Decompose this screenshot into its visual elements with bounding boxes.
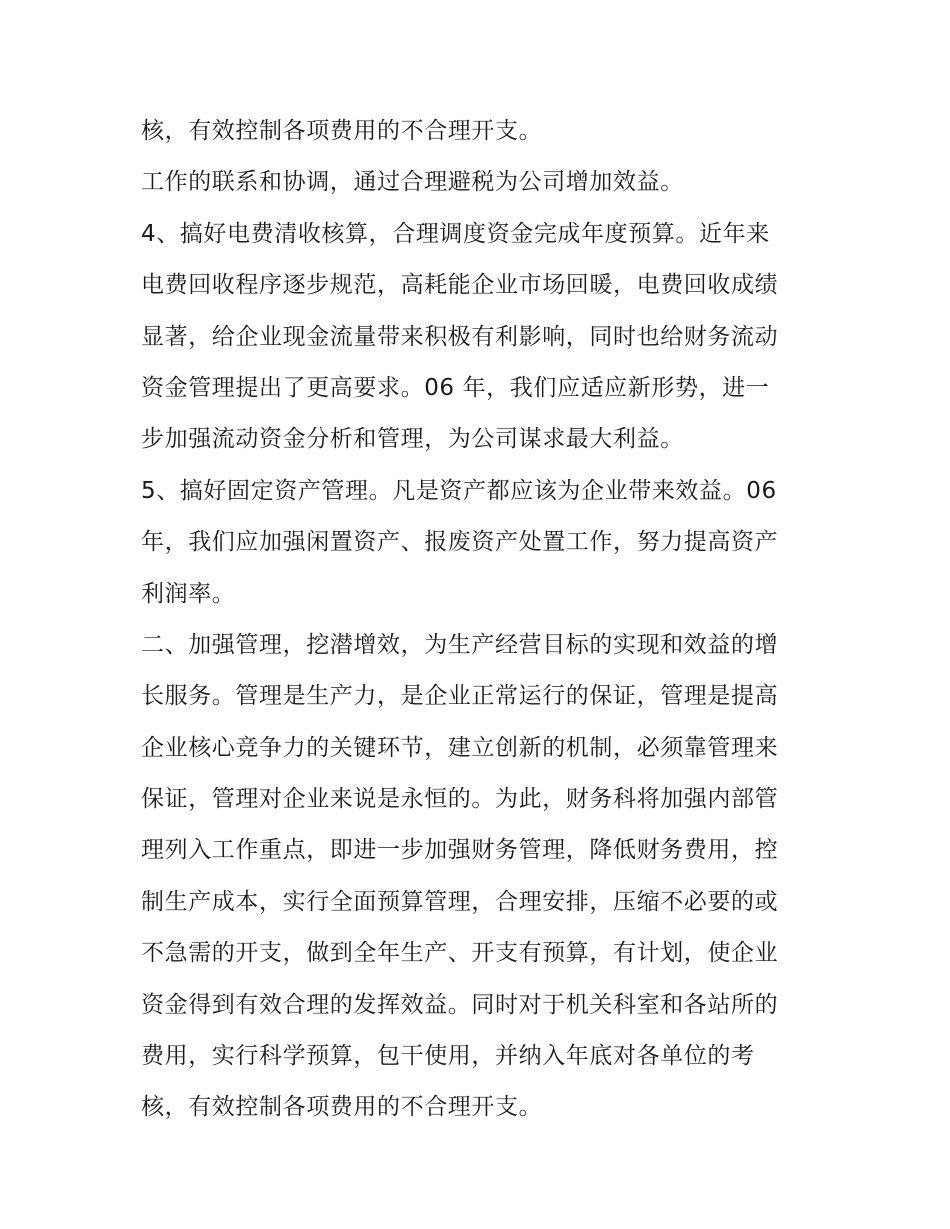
text-line: 资金管理提出了更高要求。06 年，我们应适应新形势，进一 <box>141 374 770 401</box>
text-line: 利润率。 <box>141 580 236 607</box>
document-body <box>141 106 831 1134</box>
text-line: 二、加强管理，挖潜增效，为生产经营目标的实现和效益的增 <box>141 631 779 658</box>
text-line: 核，有效控制各项费用的不合理开支。 <box>141 1094 543 1121</box>
text-line: 费用，实行科学预算，包干使用，并纳入年底对各单位的考 <box>141 1043 755 1070</box>
text-line: 资金得到有效合理的发挥效益。同时对于机关科室和各站所的 <box>141 991 779 1018</box>
text-line: 不急需的开支，做到全年生产、开支有预算，有计划，使企业 <box>141 940 779 967</box>
text-line: 年，我们应加强闲置资产、报废资产处置工作，努力提高资产 <box>141 529 779 556</box>
text-line: 制生产成本，实行全面预算管理，合理安排，压缩不必要的或 <box>141 888 779 915</box>
text-line: 显著，给企业现金流量带来积极有利影响，同时也给财务流动 <box>141 323 779 350</box>
text-line: 工作的联系和协调，通过合理避税为公司增加效益。 <box>141 169 684 196</box>
text-line: 电费回收程序逐步规范，高耗能企业市场回暖，电费回收成绩 <box>141 272 779 299</box>
text-line: 步加强流动资金分析和管理，为公司谋求最大利益。 <box>141 426 684 453</box>
text-line: 4、搞好电费清收核算，合理调度资金完成年度预算。近年来 <box>141 220 770 247</box>
text-line: 长服务。管理是生产力，是企业正常运行的保证，管理是提高 <box>141 683 779 710</box>
text-line: 核，有效控制各项费用的不合理开支。 <box>141 118 543 144</box>
text-line: 保证，管理对企业来说是永恒的。为此，财务科将加强内部管 <box>141 786 779 813</box>
text-line: 理列入工作重点，即进一步加强财务管理，降低财务费用，控 <box>141 837 779 864</box>
text-line: 5、搞好固定资产管理。凡是资产都应该为企业带来效益。06 <box>141 477 777 504</box>
text-line: 企业核心竞争力的关键环节，建立创新的机制，必须靠管理来 <box>141 734 779 761</box>
